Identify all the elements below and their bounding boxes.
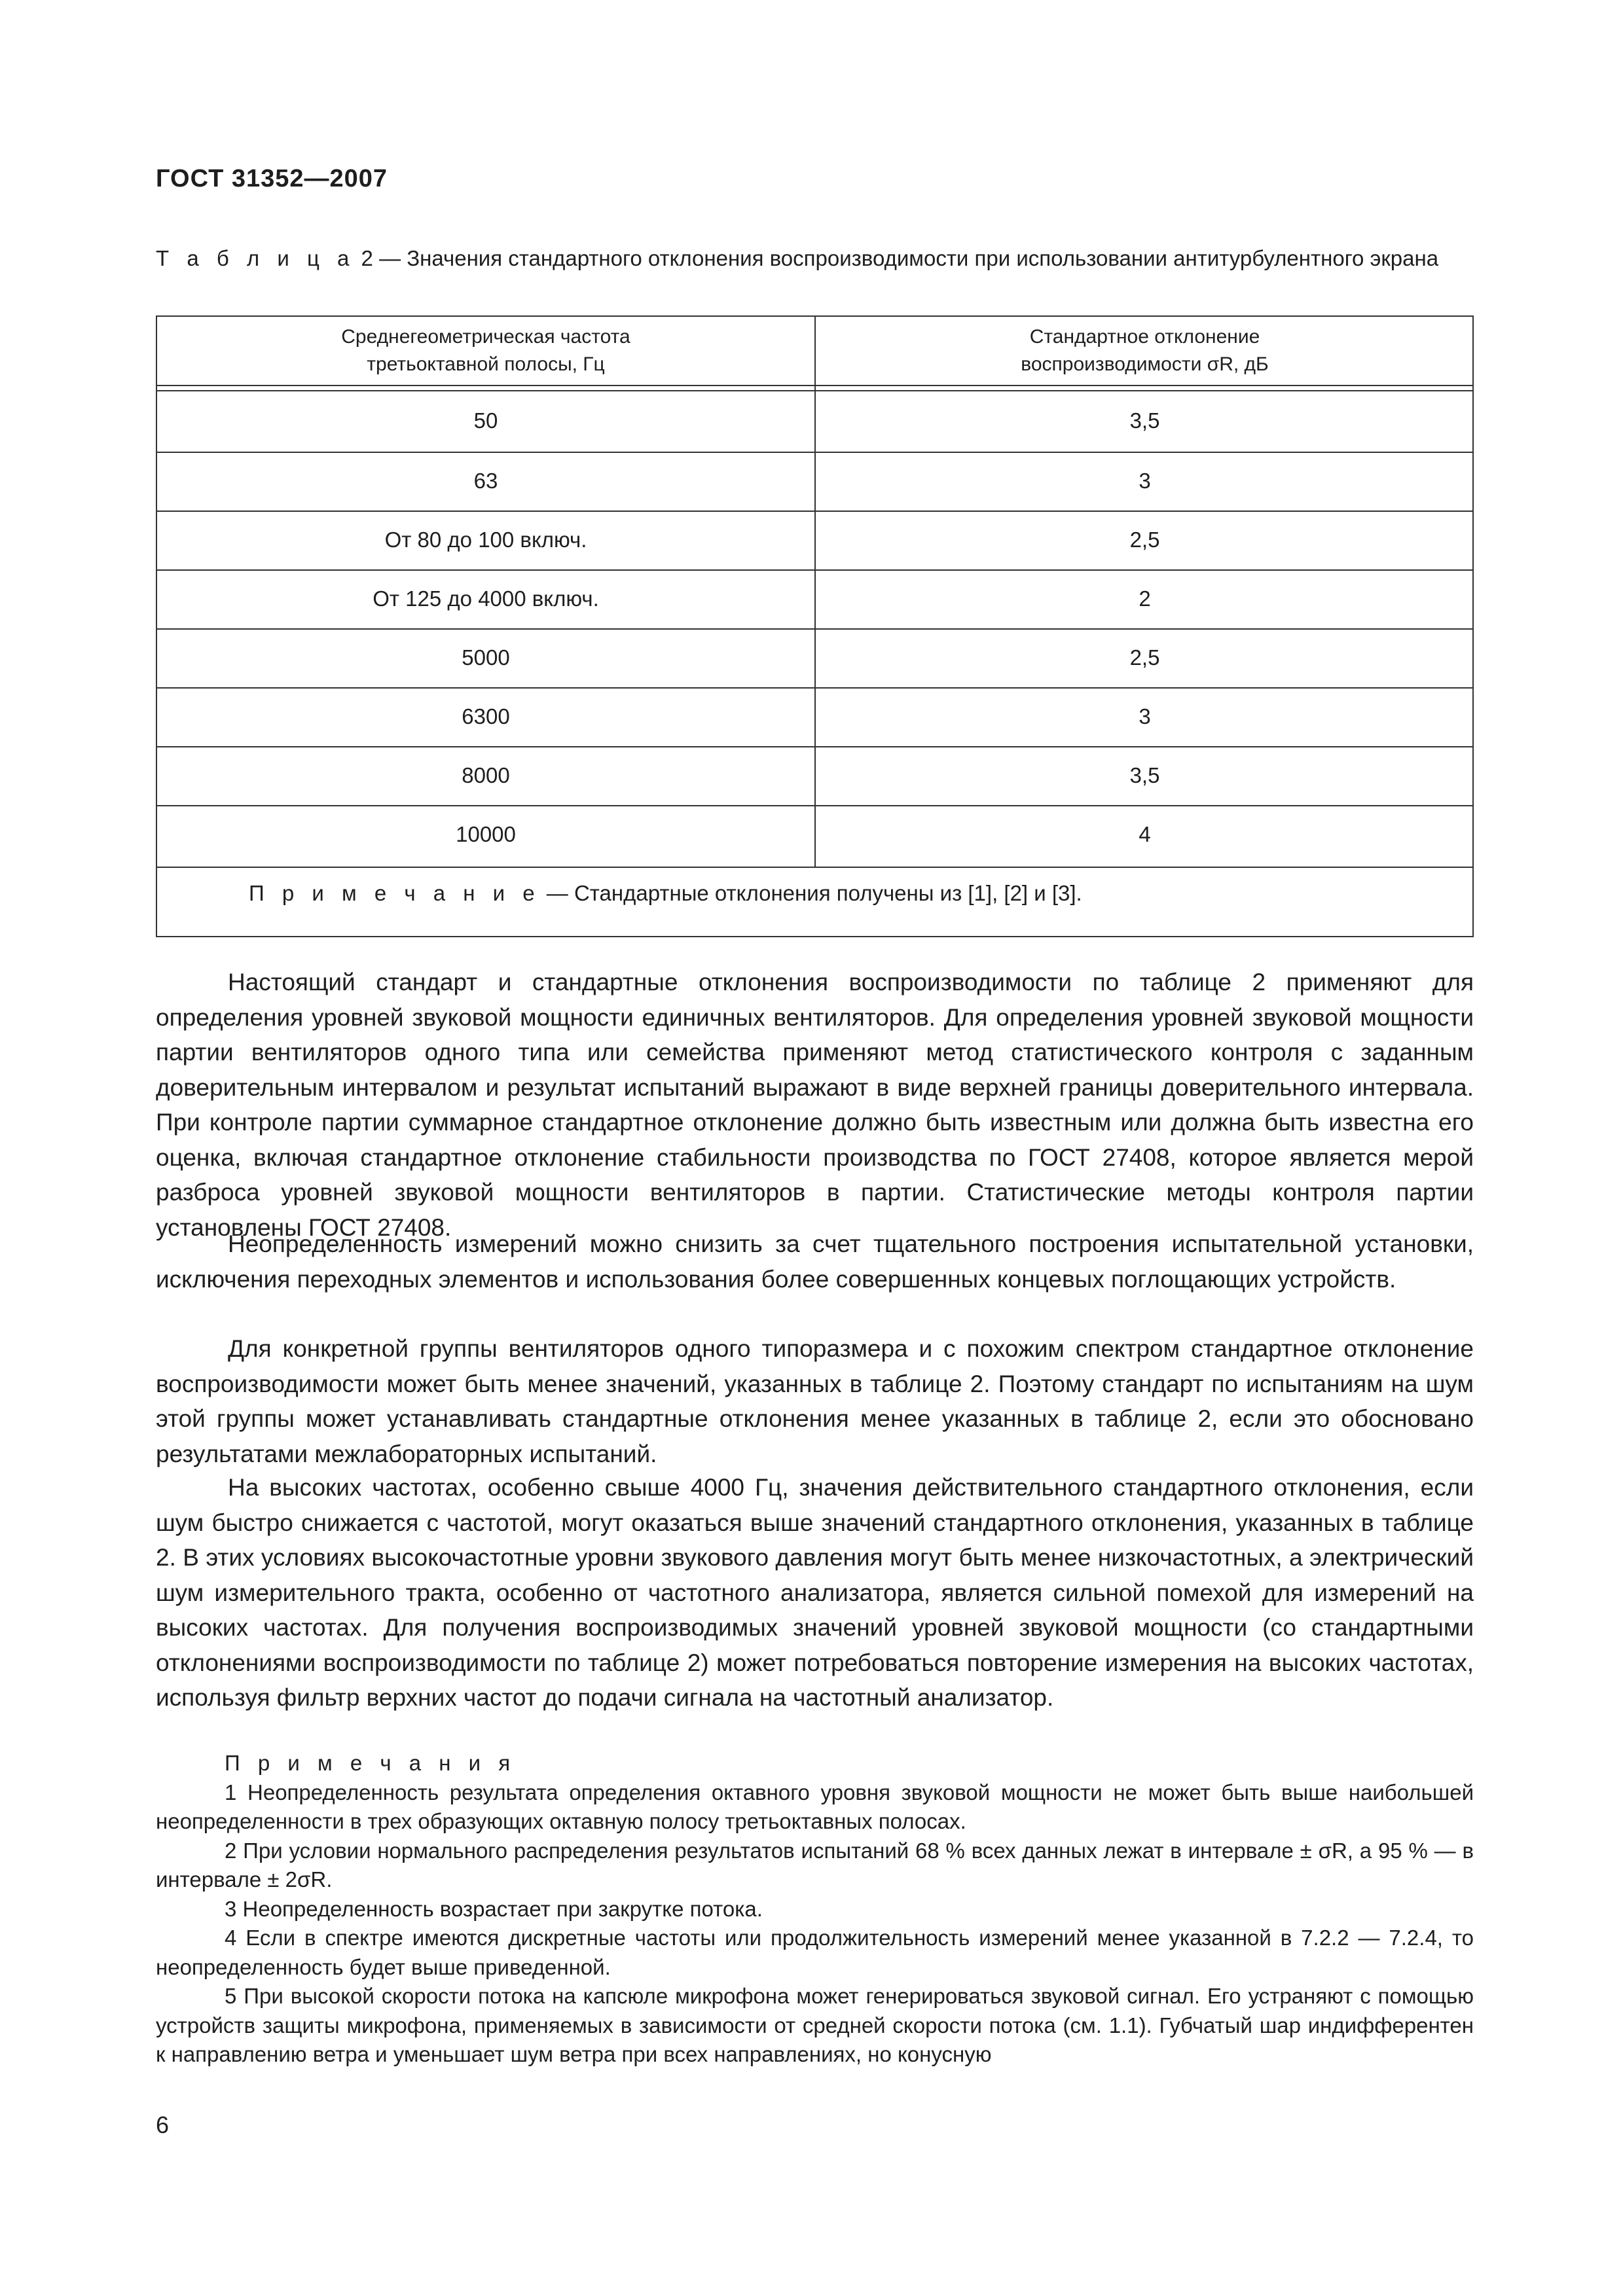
cell-deviation: 3,5 (1129, 408, 1160, 433)
cell-frequency: 10000 (456, 822, 516, 846)
cell-deviation: 2,5 (1129, 645, 1160, 670)
cell-frequency: 5000 (462, 645, 510, 670)
note-item: 1 Неопределенность результата определения октавного уровня звуковой мощности не может быть выше наибольшей неопределенности в трех образующих октавную полосу третьоктавных полосах. (156, 1780, 1474, 1833)
column-header-frequency (157, 323, 814, 382)
note-item: 3 Неопределенность возрастает при закрутке потока. (225, 1896, 763, 1921)
cell-deviation: 2 (1139, 586, 1151, 611)
paragraph-uncertainty-reduction: Неопределенность измерений можно снизить за счет тщательного построения испытательной установки, исключения переходных элементов и использования более совершенных концевых поглощающих устройств. (156, 1230, 1474, 1293)
column-header-deviation-line1: Стандартное отклонение (1029, 326, 1260, 348)
table-caption (156, 243, 1472, 273)
document-header: ГОСТ 31352—2007 (156, 165, 388, 192)
note-item: 2 При условии нормального распределения результатов испытаний 68 % всех данных лежат в интервале ± σR, а 95 % — в интервале ± 2σR. (156, 1838, 1474, 1892)
column-header-deviation-line2: воспроизводимости σR, дБ (1021, 353, 1269, 375)
cell-deviation: 4 (1139, 822, 1151, 846)
frequency-deviation-table (156, 315, 1474, 937)
cell-deviation: 2,5 (1129, 528, 1160, 552)
header-rule (157, 385, 1472, 386)
cell-frequency: 63 (473, 469, 498, 493)
cell-frequency: 50 (473, 408, 498, 433)
note-item: 4 Если в спектре имеются дискретные частоты или продолжительность измерений менее указанной в 7.2.2 — 7.2.4, то неопределенность будет выше приведенной. (156, 1926, 1474, 1979)
note-item: 5 При высокой скорости потока на капсюле микрофона может генерироваться звуковой сигнал. Его устраняют с помощью устройств защиты микрофона, применяемых в зависимости от средней скорости потока (см. 1.1). Губчатый шар индифферентен к направлению ветра и уменьшает шум ветра при всех направлениях, но конусную (156, 1984, 1474, 2066)
page-number: 6 (156, 2111, 170, 2138)
cell-deviation: 3,5 (1129, 763, 1160, 787)
column-header-frequency-line2: третьоктавной полосы, Гц (367, 353, 605, 375)
table-note (249, 881, 1082, 906)
column-header-frequency-line1: Среднегеометрическая частота (341, 326, 630, 348)
cell-deviation: 3 (1139, 704, 1151, 728)
column-header-deviation (816, 323, 1474, 382)
cell-frequency: 8000 (462, 763, 510, 787)
notes-block (156, 1749, 1474, 2070)
paragraph-group-deviation: Для конкретной группы вентиляторов одного типоразмера и с похожим спектром стандартное отклонение воспроизводимости может быть менее значений, указанных в таблице 2. Поэтому стандарт по испытаниям на шум этой группы может устанавливать стандартные отклонения менее указанных в таблице 2, если это обосновано результатами межлабораторных испытаний. (156, 1335, 1474, 1467)
table-note-label: П р и м е ч а н и е (249, 881, 541, 905)
table-note-text: — Стандартные отклонения получены из [1], [2] и [3]. (540, 881, 1082, 905)
cell-frequency: От 125 до 4000 включ. (373, 586, 599, 611)
paragraph-standard-scope: Настоящий стандарт и стандартные отклонения воспроизводимости по таблице 2 применяют для определения уровней звуковой мощности единичных вентиляторов. Для определения уровней звуковой мощности партии вентиляторов одного типа или семейства применяют метод статистического контроля с заданным доверительным интервалом и результат испытаний выражают в виде верхней границы доверительного интервала. При контроле партии суммарное стандартное отклонение должно быть известным или должна быть известна его оценка, включая стандартное отклонение стабильности производства по ГОСТ 27408, которое является мерой разброса уровней звуковой мощности вентиляторов в партии. Статистические методы контроля партии установлены ГОСТ 27408. (156, 969, 1474, 1241)
table-caption-label: Т а б л и ц а (156, 246, 356, 270)
row-rule (157, 867, 1472, 868)
cell-deviation: 3 (1139, 469, 1151, 493)
notes-title: П р и м е ч а н и я (225, 1751, 517, 1775)
cell-frequency: От 80 до 100 включ. (384, 528, 587, 552)
table-caption-text: 2 — Значения стандартного отклонения воспроизводимости при использовании антитурбулентного экрана (355, 246, 1439, 270)
cell-frequency: 6300 (462, 704, 510, 728)
paragraph-high-frequencies: На высоких частотах, особенно свыше 4000 Гц, значения действительного стандартного отклонения, если шум быстро снижается с частотой, могут оказаться выше значений стандартного отклонения, указанных в таблице 2. В этих условиях высокочастотные уровни звукового давления могут быть менее низкочастотных, а электрический шум измерительного тракта, особенно от частотного анализатора, является сильной помехой для измерений на высоких частотах. Для получения воспроизводимых значений уровней звуковой мощности (со стандартными отклонениями воспроизводимости по таблице 2) может потребоваться повторение измерения на высоких частотах, используя фильтр верхних частот до подачи сигнала на частотный анализатор. (156, 1474, 1474, 1711)
